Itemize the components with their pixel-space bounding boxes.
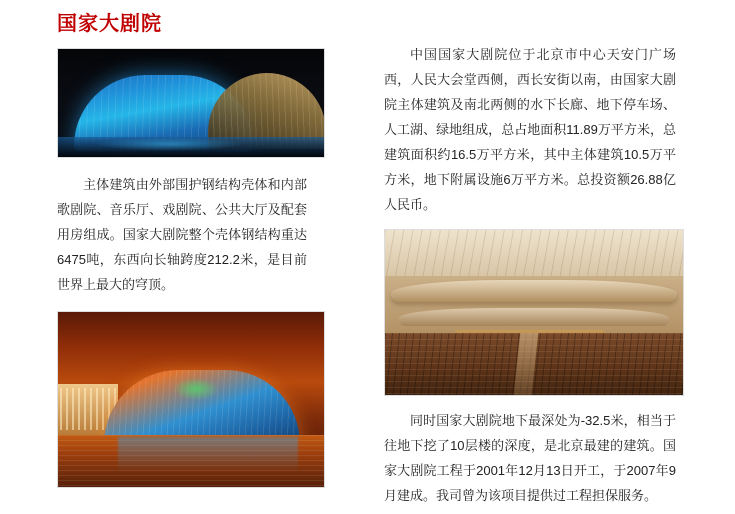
water-reflection-glow [94,137,244,151]
dome-reflection-shape [118,437,298,481]
ncpa-hall-interior-image [384,229,684,396]
right-column [384,42,684,508]
green-light-patch [174,378,218,400]
upper-balcony-shape [391,280,677,302]
ncpa-sunset-exterior-image [57,311,325,488]
paragraph-left-1: 主体建筑由外部围护钢结构壳体和内部歌剧院、音乐厅、戏剧院、公共大厅及配套用房组成。国家大剧院整个壳体钢结构重达6475吨，东西向长轴跨度212.2米，是目前世界上最大的穹顶。 [57,177,307,292]
left-column [57,48,325,488]
hall-ceiling-shape [385,230,683,276]
paragraph-right-2: 同时国家大剧院地下最深处为-32.5米，相当于往地下挖了10层楼的深度，是北京最建的建筑。国家大剧院工程于2001年12月13日开工，于2007年9月建成。我司曾为该项目提供过工程担保服务。 [384,413,676,503]
ncpa-night-exterior-image [57,48,325,158]
page-title: 国家大剧院 [57,13,162,35]
lower-balcony-shape [399,308,669,326]
paragraph-right-1: 中国国家大剧院位于北京市中心天安门广场西，人民大会堂西侧，西长安街以南，由国家大剧院主体建筑及南北两侧的水下长廊、地下停车场、人工湖、绿地组成，总占地面积11.89万平方米，总建筑面积约16.5万平方米，其中主体建筑10.5万平方米，地下附属设施6万平方米。总投资额26.88亿人民币。 [384,47,676,212]
